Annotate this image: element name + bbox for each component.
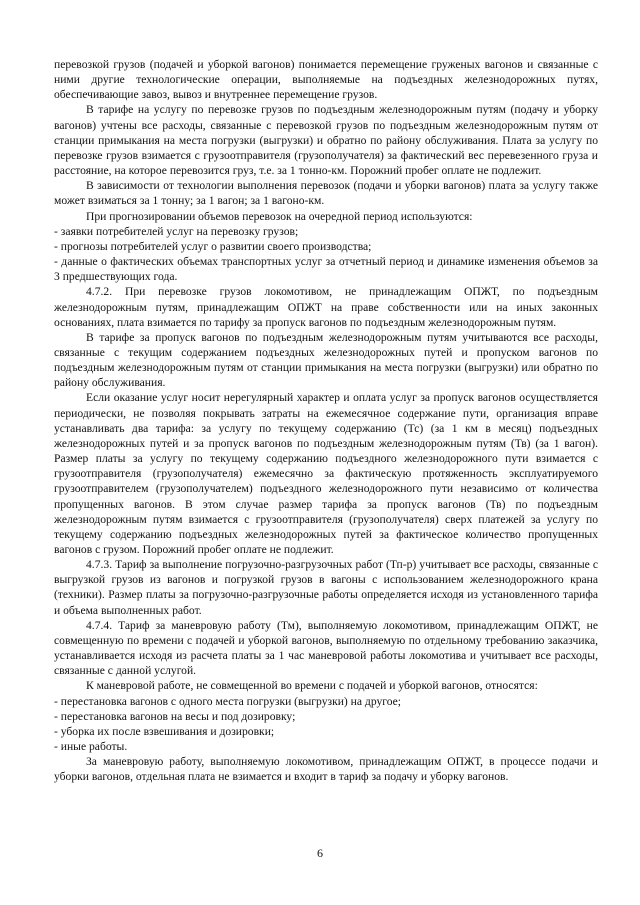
paragraph-forecast-intro: При прогнозировании объемов перевозок на очередной период используются: <box>86 209 473 223</box>
paragraph-section-4-7-2: 4.7.2. При перевозке грузов локомотивом, не принадлежащим ОПЖТ, по подъездным железнодорожным путям, принадлежащим ОПЖТ на праве собственности или на иных законных основаниях, плата взимается по тарифу за пропуск вагонов по подъездным железнодорожным путям. <box>54 285 598 329</box>
paragraph-section-4-7-4: 4.7.4. Тариф за маневровую работу (Тм), выполняемую локомотивом, принадлежащим ОПЖТ, не совмещенную по времени с подачей и уборкой вагонов, выполняемую по отдельному требованию заказчика, устанавливается исходя из расчета платы за 1 час маневровой работы локомотива и учитывает все расходы, связанные с данной услугой. <box>54 618 598 678</box>
list-item-actual-volumes: - данные о фактических объемах транспортных услуг за отчетный период и динамике изменения объемов за 3 предшествующих года. <box>54 255 598 284</box>
paragraph-intro-continuation: перевозкой грузов (подачей и уборкой вагонов) понимается перемещение груженых вагонов и связанные с ними другие технологические операции, выполняемые на подъездных железнодорожных путях, обеспечивающие завоз, вывоз и внутреннее перемещение грузов. <box>54 58 598 102</box>
paragraph-pass-tariff: В тарифе за пропуск вагонов по подъездным железнодорожным путям учитываются все расходы, связанные с текущим содержанием подъездных железнодорожных путей и пропуском вагонов по подъездным железнодорожным путям от станции примыкания на места погрузки (выгрузки) или обратно по району обслуживания. <box>54 330 598 390</box>
list-item-other: - иные работы. <box>54 740 128 754</box>
paragraph-cargo-tariff: В тарифе на услугу по перевозке грузов по подъездным железнодорожным путям (подачу и уборку вагонов) учтены все расходы, связанные с перевозкой грузов по подъездным железнодорожным путям от станции примыкания на места погрузки (выгрузки) и обратно по району обслуживания. Плата за услугу по перевозке грузов взимается с грузоотправителя (грузополучателя) за фактический вес перевезенного груза и расстояние, на которое перевозится груз, т.е. за 1 тонно-км. Порожний пробег оплате не подлежит. <box>54 103 598 178</box>
list-item-requests: - заявки потребителей услуг на перевозку грузов; <box>54 224 299 238</box>
document-body <box>54 57 598 785</box>
list-item-removal: - уборка их после взвешивания и дозировки; <box>54 724 275 738</box>
list-item-rearrangement: - перестановка вагонов с одного места погрузки (выгрузки) на другое; <box>54 694 402 708</box>
list-item-scales: - перестановка вагонов на весы и под дозировку; <box>54 709 296 723</box>
paragraph-shunting-included: За маневровую работу, выполняемую локомотивом, принадлежащим ОПЖТ, в процессе подачи и уборки вагонов, отдельная плата не взимается и входит в тариф за подачу и уборку вагонов. <box>54 755 598 784</box>
list-item-forecasts: - прогнозы потребителей услуг о развитии своего производства; <box>54 239 372 253</box>
paragraph-fee-variants: В зависимости от технологии выполнения перевозок (подачи и уборки вагонов) плата за услугу также может взиматься за 1 тонну; за 1 вагон; за 1 вагоно-км. <box>54 179 598 208</box>
paragraph-shunting-intro: К маневровой работе, не совмещенной во времени с подачей и уборкой вагонов, относятся: <box>86 679 538 693</box>
page-number: 6 <box>317 846 323 860</box>
paragraph-two-tariffs: Если оказание услуг носит нерегулярный характер и оплата услуг за пропуск вагонов осуществляется периодически, не позволяя покрывать затраты на ежемесячное содержание пути, организация вправе устанавливать два тарифа: за услугу по текущему содержанию (Тс) (за 1 км в месяц) подъездных железнодорожных путей и за пропуск вагонов по подъездным железнодорожным путям (Тв) (за 1 вагон). Размер платы за услугу по текущему содержанию подъездного железнодорожного пути взимается с грузоотправителя (грузополучателя) ежемесячно за фактическую протяженность эксплуатируемого грузоотправителем (грузополучателем) подъездного железнодорожного пути независимо от количества пропущенных вагонов. В этом случае размер тарифа за пропуск вагонов (Тв) по подъездным железнодорожным путям взимается с грузоотправителя (грузополучателя) сверх платежей за услугу по текущему содержанию подъездных железнодорожных путей за фактическое количество пропущенных вагонов с грузом. Порожний пробег оплате не подлежит. <box>54 391 598 556</box>
paragraph-section-4-7-3: 4.7.3. Тариф за выполнение погрузочно-разгрузочных работ (Тп-р) учитывает все расходы, связанные с выгрузкой грузов из вагонов и погрузкой грузов в вагоны с использованием железнодорожного крана (техники). Размер платы за погрузочно-разгрузочные работы определяется исходя из установленного тарифа и объема выполненных работ. <box>54 558 598 617</box>
